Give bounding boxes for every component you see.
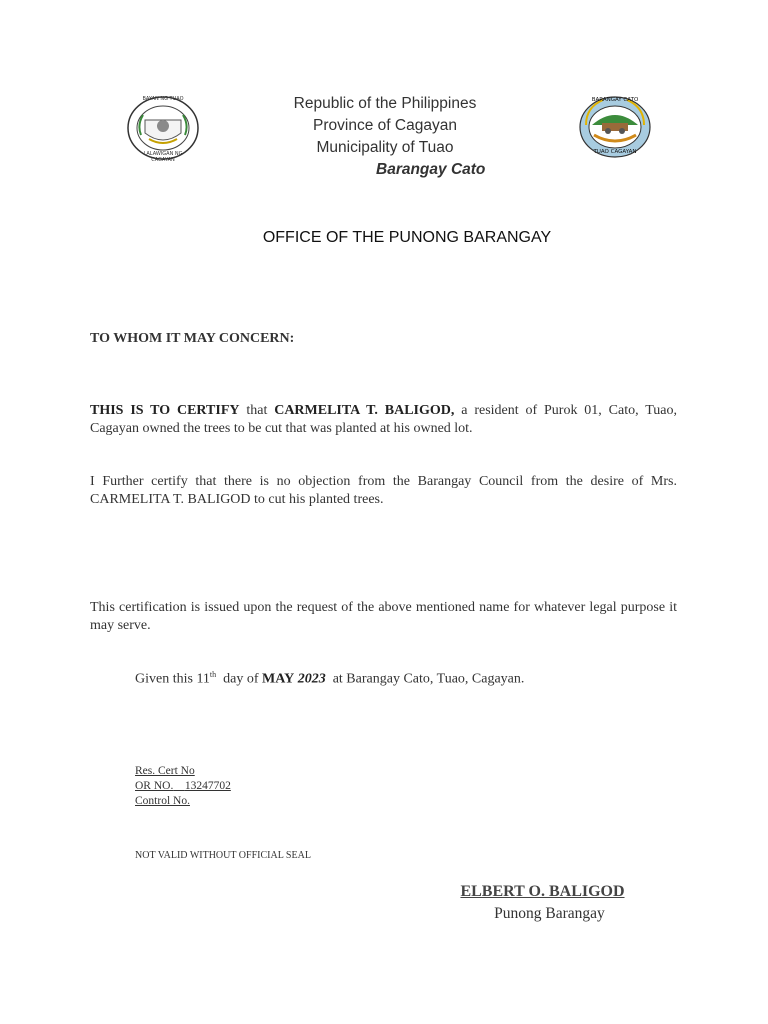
header-barangay: Barangay Cato (376, 161, 486, 178)
left-seal-top-text: BAYAN NG TUAO (142, 96, 184, 102)
certify-text-2: a resident of Purok 01, Cato, Tuao, Cagayan owned the trees to be cut that was planted at his owned lot. (90, 403, 677, 436)
signatory-name: ELBERT O. BALIGOD (460, 883, 625, 900)
resident-name: CARMELITA T. BALIGOD, (274, 403, 455, 418)
right-seal-bottom-text: TUAO CAGAYAN (593, 149, 637, 155)
header-municipality: Municipality of Tuao (316, 139, 454, 156)
signatory-title: Punong Barangay (494, 905, 605, 922)
certificate-info (135, 764, 239, 809)
given-text-3: at Barangay Cato, Tuao, Cagayan. (325, 671, 525, 687)
or-number (135, 779, 239, 794)
given-date-line (135, 670, 524, 688)
given-year: 2023 (297, 671, 326, 687)
given-month: MAY (262, 671, 295, 687)
certify-text-1: that (239, 403, 275, 418)
barangay-seal-logo (578, 95, 652, 159)
further-certify-paragraph: I Further certify that there is no objection from the Barangay Council from the desire of Mrs. CARMELITA T. BALIGOD to cut his planted trees. (90, 474, 677, 507)
right-seal-top-text: BARANGAY CATO (591, 97, 639, 103)
given-ordinal: th (209, 670, 217, 679)
control-no: Control No. (135, 795, 190, 807)
purpose-paragraph: This certification is issued upon the request of the above mentioned name for whatever legal purpose it may serve. (90, 600, 677, 633)
municipal-seal-logo (125, 95, 201, 161)
left-seal-bottom-text: LALAWIGAN NG CAGAYAN (143, 151, 183, 163)
salutation: TO WHOM IT MAY CONCERN: (90, 331, 295, 346)
certify-lead: THIS IS TO CERTIFY (90, 403, 240, 418)
given-text-2: day of (216, 671, 263, 687)
header-province: Province of Cagayan (313, 117, 457, 134)
certify-paragraph (90, 402, 677, 438)
not-valid-notice: NOT VALID WITHOUT OFFICIAL SEAL (135, 850, 311, 861)
given-text-1: Given this 11 (135, 671, 210, 687)
res-cert-no: Res. Cert No (135, 765, 195, 777)
office-title: OFFICE OF THE PUNONG BARANGAY (262, 229, 552, 246)
header-republic: Republic of the Philippines (293, 95, 477, 112)
or-value: 13247702 (184, 780, 231, 792)
or-label: OR NO. (135, 780, 174, 792)
